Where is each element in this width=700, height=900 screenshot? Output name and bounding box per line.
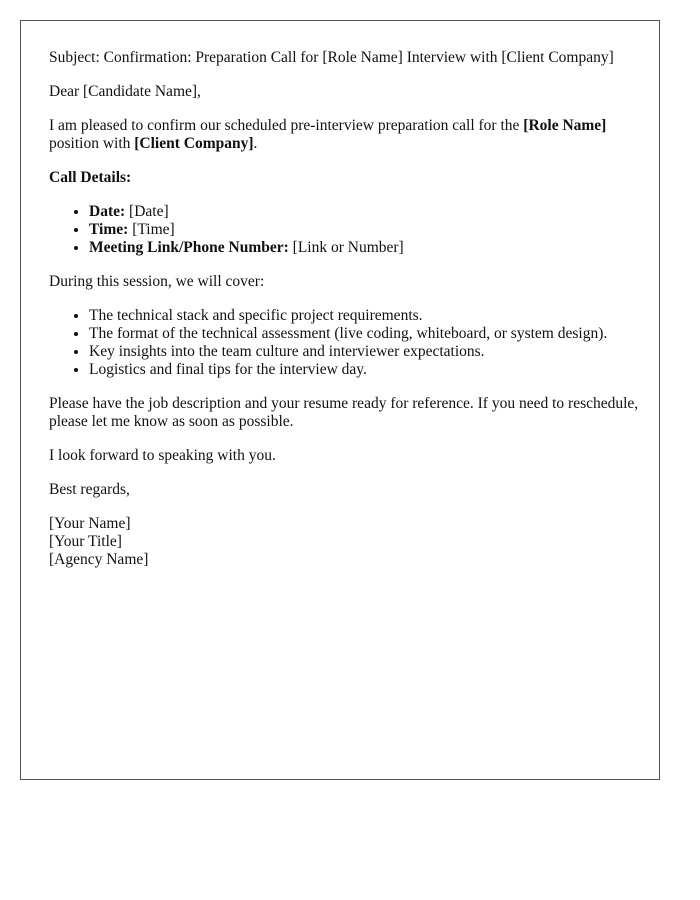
call-detail-value: [Date] <box>125 203 169 220</box>
call-detail-label: Date: <box>89 203 126 220</box>
signature-agency: [Agency Name] <box>49 551 149 568</box>
greeting: Dear [Candidate Name], <box>49 83 201 100</box>
call-detail-time <box>89 221 639 239</box>
signature-name: [Your Name] <box>49 515 131 532</box>
sign-off: Best regards, <box>49 481 130 498</box>
reminder-paragraph: Please have the job description and your resume ready for reference. If you need to reschedule, please let me know as soon as possible. <box>49 395 639 430</box>
list-item: • Logistics and final tips for the interview day. <box>89 361 639 379</box>
intro-text-middle: position with <box>49 135 135 152</box>
closing-line: I look forward to speaking with you. <box>49 447 276 464</box>
call-detail-label: Meeting Link/Phone Number: <box>89 239 289 256</box>
cover-intro: During this session, we will cover: <box>49 273 265 290</box>
list-item: • The format of the technical assessment (live coding, whiteboard, or system design). <box>89 325 639 343</box>
letter-container <box>20 20 660 780</box>
call-detail-meeting-link <box>89 239 639 257</box>
signature-title: [Your Title] <box>49 533 122 550</box>
signature-block <box>49 515 639 569</box>
cover-topics-list <box>49 307 639 379</box>
intro-paragraph <box>49 117 639 153</box>
call-details-list <box>49 203 639 257</box>
call-detail-value: [Time] <box>128 221 175 238</box>
call-details-heading <box>49 169 639 187</box>
list-item: • Key insights into the team culture and interviewer expectations. <box>89 343 639 361</box>
call-detail-label: Time: <box>89 221 129 238</box>
call-detail-date <box>89 203 639 221</box>
role-name: [Role Name] <box>523 117 607 134</box>
intro-text-end: . <box>253 135 258 152</box>
list-item: • The technical stack and specific project requirements. <box>89 307 639 325</box>
call-detail-value: [Link or Number] <box>288 239 404 256</box>
call-details-heading-text: Call Details: <box>49 169 132 186</box>
subject-line: Subject: Confirmation: Preparation Call for [Role Name] Interview with [Client Company] <box>49 49 614 66</box>
client-company: [Client Company] <box>134 135 254 152</box>
intro-text-start: I am pleased to confirm our scheduled pre-interview preparation call for the <box>49 117 524 134</box>
